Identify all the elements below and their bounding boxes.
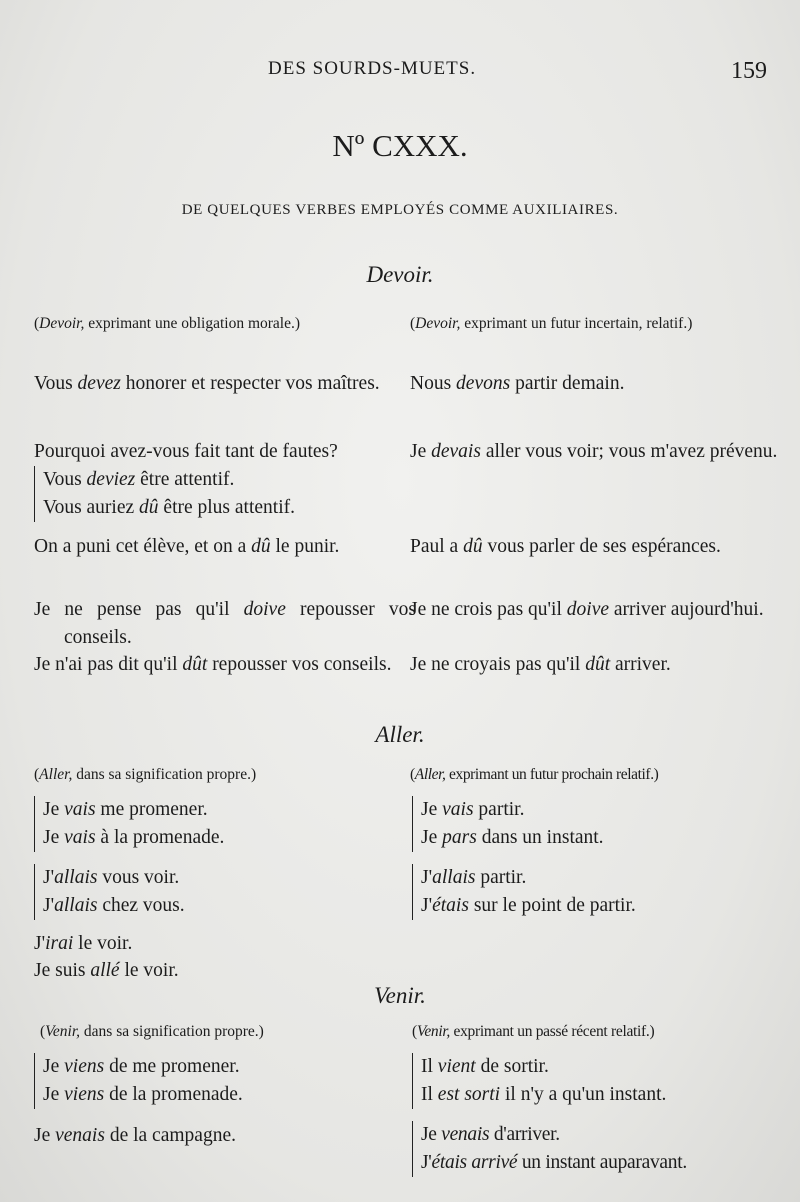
example-devoir-left-3: On a puni cet élève, et on a dû le punir. [34,536,340,557]
example-line: J'étais sur le point de partir. [421,895,636,916]
example-line: Il est sorti il n'y a qu'un instant. [421,1084,667,1105]
brace-group-devoir-left [34,466,295,522]
note-venir-right: (Venir, exprimant un passé récent relatif.) [412,1023,655,1040]
brace-group-venir-left-1 [34,1053,243,1109]
heading-aller: Aller. [375,722,425,747]
example-line: Je viens de la promenade. [43,1084,243,1105]
note-devoir-right: (Devoir, exprimant un futur incertain, relatif.) [410,315,693,332]
heading-devoir: Devoir. [366,262,434,287]
brace-group-aller-right-1 [412,796,604,852]
example-devoir-right-4: Je ne crois pas qu'il doive arriver aujourd'hui. [410,599,764,620]
example-line: J'allais chez vous. [43,895,185,916]
note-verb: Devoir, [415,315,461,332]
example-aller-left-1: J'irai le voir. [34,933,133,954]
note-text: exprimant une obligation morale.) [84,315,301,332]
note-aller-left: (Aller, dans sa signification propre.) [34,766,257,783]
note-verb: Devoir, [39,315,85,332]
note-devoir-left: (Devoir, exprimant une obligation morale.) [34,315,301,332]
example-aller-left-2: Je suis allé le voir. [34,960,179,981]
example-line: Je vais à la promenade. [43,827,225,848]
running-head: DES SOURDS-MUETS. [268,58,477,79]
brace-group-venir-right-2 [412,1121,687,1177]
example-line: Je vais partir. [421,799,525,820]
brace-group-aller-left-1 [34,796,224,852]
example-devoir-right-2: Je devais aller vous voir; vous m'avez prévenu. [410,441,778,462]
example-venir-left-1: Je venais de la campagne. [34,1125,236,1146]
example-line: J'allais vous voir. [43,867,180,888]
example-line: Je pars dans un instant. [421,827,604,848]
example-devoir-right-1: Nous devons partir demain. [410,373,625,394]
note-venir-left: (Venir, dans sa signification propre.) [40,1023,264,1040]
example-line: Vous deviez être attentif. [43,469,235,490]
brace-group-aller-right-2 [412,864,636,920]
example-line: Je viens de me promener. [43,1056,240,1077]
example-line: Vous auriez dû être plus attentif. [43,497,295,518]
example-devoir-left-5: Je n'ai pas dit qu'il dût repousser vos conseils. [34,654,392,675]
example-line: J'étais arrivé un instant auparavant. [421,1152,687,1173]
note-text: exprimant un futur incertain, relatif.) [460,315,693,332]
brace-group-venir-right-1 [412,1053,666,1109]
example-devoir-right-5: Je ne croyais pas qu'il dût arriver. [410,654,671,675]
example-line: Je vais me promener. [43,799,208,820]
heading-venir: Venir. [374,983,426,1008]
section-number-title: Nº CXXX. [332,128,468,163]
example-line: Je venais d'arriver. [421,1124,560,1145]
page-number: 159 [731,58,767,84]
note-aller-right: (Aller, exprimant un futur prochain relatif.) [410,766,659,783]
section-subtitle: DE QUELQUES VERBES EMPLOYÉS COMME AUXILIAIRES. [181,202,619,218]
example-line: J'allais partir. [421,867,527,888]
example-devoir-left-4: Je ne pense pas qu'il doive repousser vos conseils. [34,599,416,648]
example-line: Il vient de sortir. [421,1056,549,1077]
example-devoir-left-1: Vous devez honorer et respecter vos maîtres. [34,373,380,394]
example-devoir-right-3: Paul a dû vous parler de ses espérances. [410,536,721,557]
example-devoir-left-2: Pourquoi avez-vous fait tant de fautes? [34,441,338,462]
brace-group-aller-left-2 [34,864,185,920]
